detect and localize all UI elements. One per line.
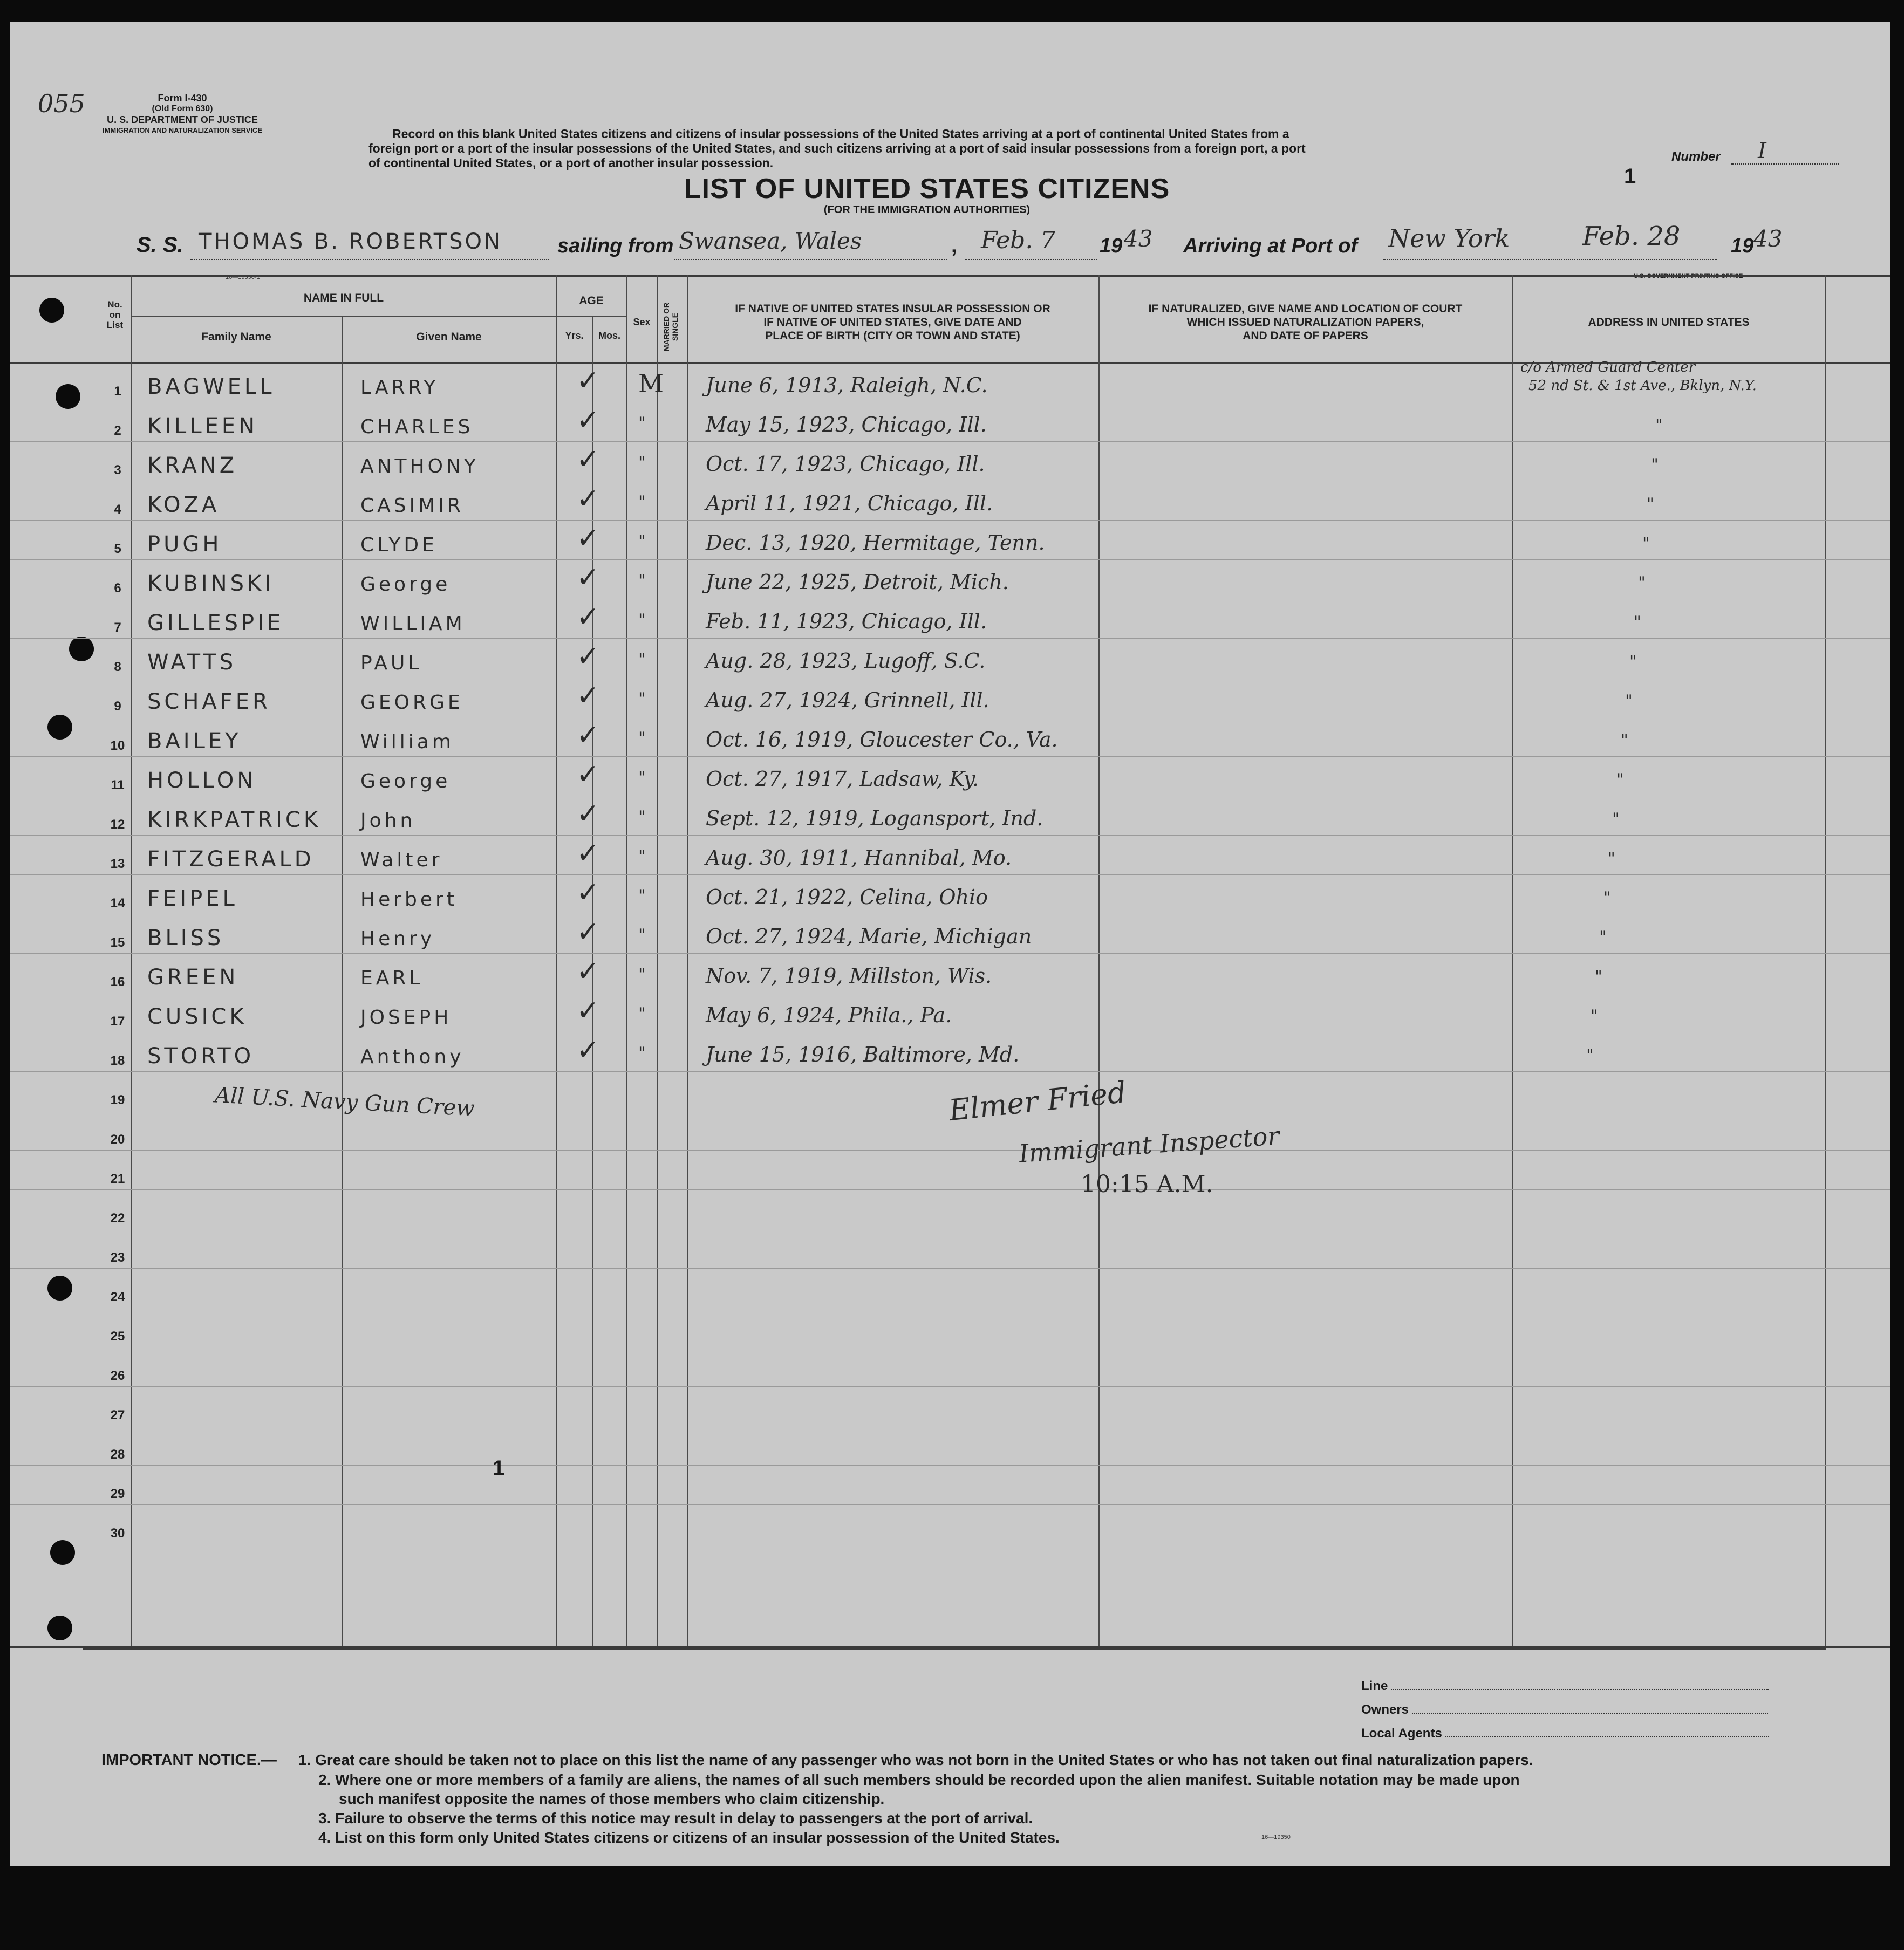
sex-value: ": [638, 965, 646, 984]
row-number: 13: [110, 857, 125, 871]
birth-info: Feb. 11, 1923, Chicago, Ill.: [706, 610, 987, 633]
age-check-mark: ✓: [576, 758, 600, 791]
arrival-time: 10:15 A.M.: [1081, 1171, 1213, 1198]
family-name: CUSICK: [147, 1004, 247, 1029]
birth-info: Sept. 12, 1919, Logansport, Ind.: [706, 806, 1043, 830]
age-check-mark: ✓: [576, 877, 600, 909]
crew-note: All U.S. Navy Gun Crew: [214, 1083, 475, 1121]
address-ditto: ": [1612, 810, 1620, 829]
manifest-sheet: 055 Form I-430 (Old Form 630) U. S. DEPARTMENT OF JUSTICE IMMIGRATION AND NATURALIZATION SERVICE Record on this blank United States citizens and citizens of insular possessions of the United States arriving at a port of continental United States from a foreign port or a port of the insular possessions of the United States, and such citizens arriving at a port of said insular possessions from a foreign port, a port of continental United States, or a port of another insular possession. Number I 1 LIST OF UNITED STATES CITIZENS (FOR THE IMMIGRATION AUTHORITIES) S. S. THOMAS B. ROBERTSON sailing from Swansea, Wales , Feb. 7 19 43 Arriving at Port of New York Feb. 28 19 43 16—19350-1 U.S. GOVERNMENT PRINTING OFFICE No. on List NAME IN FULL Family Name Given Name AGE Yrs. Mos. Sex MARRIED OR SINGLE IF NATIVE OF UNITED STATES INSULAR POSSESSION OR IF NATIVE OF UNITED STATES, GIVE DATE AND PLACE OF BIRTH (CITY OR TOWN AND STATE) IF NATURALIZED, GIVE NAME AND LOCATION OF COURT WHICH ISSUED NATURALIZATION PAPERS, AND DATE OF PAPERS ADDRESS IN UNITED STATES 1 2 3 4 5 6 7 8 9 10 11 12 13 14 15 16 17 18 19 20 21 22 23 24 25 26 27 28 29 30 BAGWELL LARRY ✓ M June 6, 1913, Raleigh, N.C. c/o Armed Guard Center 52 nd St. & 1st Ave., Bklyn, N.Y. KILLEEN CHARLES ✓ " May 15, 1923, Chicago, Ill. " KRANZ ANTHONY ✓ " Oct. 17, 1923, Chicago, Ill. " KOZA CASIMIR ✓ " April 11, 1921, Chicago, Ill. " PUGH CLYDE ✓ " Dec. 13, 1920, Hermitage, Tenn. " KUBINSKI George ✓ " June 22, 1925, Detroit, Mich. " GILLESPIE WILLIAM ✓ " Feb. 11, 1923, Chicago, Ill. " WATTS PAUL ✓ " Aug. 28, 1923, Lugoff, S.C. " SCHAFER GEORGE ✓ " Aug. 27, 1924, Grinnell, Ill. " BAILEY William ✓ " Oct. 16, 1919, Gloucester Co., Va. " HOLLON George ✓ " Oct. 27, 1917, Ladsaw, Ky. " KIRKPATRICK John ✓ " Sept. 12, 1919, Logansport, Ind. " FITZGERALD Walter ✓ " Aug. 30, 1911, Hannibal, Mo. " FEIPEL Herbert ✓ " Oct. 21, 1922, Celina, Ohio " BLISS Henry ✓ " Oct. 27, 1924, Marie, Michigan " GREEN EARL ✓ " Nov. 7, 1919, Millston, Wis. " CUSICK JOSEPH ✓ " May 6, 1924, Phila., Pa. " STORTO Anthony ✓ " June 15, 1916, Baltimore, Md. " All U.S. Navy Gun Crew Elmer Fried Immigrant Inspector 10:15 A.M. 1 Line Owners Local Agents IMPORTANT NOTICE.— 1. Great care should be taken not to place on this list the name of any passenger who was not born in the United States or who has not taken out final naturalization papers. 2. Where one or more members of a family are aliens, the names of all such members should be recorded upon the alien manifest. Suitable notation may be made upon such manifest opposite the names of those members who claim citizenship. 3. Failure to observe the terms of this notice may result in delay to passengers at the port of arrival. 4. List on this form only United States citizens or citizens of an insular possession of the United States. 16—19350: [10, 22, 1890, 1866]
birth-info: June 6, 1913, Raleigh, N.C.: [706, 373, 988, 397]
address-ditto: ": [1629, 652, 1637, 671]
sailing-label: sailing from: [557, 235, 674, 257]
row-rule: [10, 874, 1890, 875]
bottom-code: 16—19350: [1261, 1834, 1291, 1840]
birth-info: Aug. 30, 1911, Hannibal, Mo.: [706, 846, 1012, 870]
row-number: 6: [114, 581, 121, 596]
page-subtitle: (FOR THE IMMIGRATION AUTHORITIES): [823, 204, 1031, 216]
form-department: U. S. DEPARTMENT OF JUSTICE: [107, 114, 258, 125]
age-check-mark: ✓: [576, 365, 600, 397]
birth-info: Oct. 17, 1923, Chicago, Ill.: [706, 452, 985, 476]
row-number: 14: [110, 896, 125, 911]
given-name: CASIMIR: [360, 495, 464, 517]
sex-value: ": [638, 768, 646, 787]
intro-line: of continental United States, or a port of another insular possession.: [368, 156, 774, 170]
row-rule: [10, 1071, 1890, 1072]
age-check-mark: ✓: [576, 955, 600, 988]
row-rule: [10, 1268, 1890, 1269]
number-label: Number: [1671, 149, 1721, 164]
arrival-date: Feb. 28: [1582, 221, 1681, 251]
address-ditto: ": [1634, 613, 1641, 632]
age-check-mark: ✓: [576, 443, 600, 476]
row-rule: [10, 638, 1890, 639]
row-rule: [10, 1504, 1890, 1505]
row-number: 23: [110, 1250, 125, 1265]
given-name: GEORGE: [360, 692, 463, 714]
row-number: 10: [110, 738, 125, 753]
age-check-mark: ✓: [576, 640, 600, 673]
row-rule: [10, 1386, 1890, 1387]
address-ditto: ": [1655, 416, 1663, 435]
given-name: George: [360, 573, 451, 596]
row-rule: [10, 756, 1890, 757]
page-title: LIST OF UNITED STATES CITIZENS: [684, 173, 1170, 204]
sex-value: ": [638, 886, 646, 905]
age-check-mark: ✓: [576, 522, 600, 555]
table-frame: [83, 275, 1826, 1650]
sex-value: ": [638, 926, 646, 945]
local-agents-field: Local Agents: [1361, 1726, 1798, 1741]
given-name: William: [360, 731, 454, 753]
row-number: 21: [110, 1172, 125, 1186]
ship-name: THOMAS B. ROBERTSON: [199, 229, 502, 254]
row-number: 7: [114, 620, 121, 635]
notice-item: 2. Where one or more members of a family are aliens, the names of all such members should be recorded upon the alien manifest. Suitable notation may be made upon: [318, 1771, 1520, 1788]
departure-year: 43: [1124, 225, 1153, 252]
header-given-name: Given Name: [416, 331, 482, 343]
header-sex: Sex: [633, 317, 651, 327]
given-name: PAUL: [360, 652, 422, 674]
row-number: 25: [110, 1329, 125, 1344]
family-name: KIRKPATRICK: [147, 808, 322, 832]
birth-info: Aug. 28, 1923, Lugoff, S.C.: [706, 649, 986, 673]
family-name: GILLESPIE: [147, 611, 284, 635]
family-name: BLISS: [147, 926, 224, 950]
ss-label: S. S.: [137, 233, 183, 257]
family-name: BAILEY: [147, 729, 242, 754]
row-number: 9: [114, 699, 121, 714]
sex-value: ": [638, 414, 646, 433]
address-ditto: ": [1616, 770, 1624, 789]
age-check-mark: ✓: [576, 837, 600, 870]
address-ditto: ": [1642, 534, 1650, 553]
row-number: 16: [110, 975, 125, 989]
address-ditto: ": [1595, 967, 1602, 986]
given-name: LARRY: [360, 377, 439, 399]
intro-line: Record on this blank United States citizens and citizens of insular possessions of the United States arriving at a port of continental United States from a: [392, 127, 1289, 141]
row-number: 5: [114, 542, 121, 556]
row-number: 27: [110, 1408, 125, 1422]
form-code: 16—19350-1: [226, 274, 260, 280]
notice-item: 3. Failure to observe the terms of this notice may result in delay to passengers at the port of arrival.: [318, 1810, 1033, 1826]
family-name: FITZGERALD: [147, 847, 315, 872]
row-rule: [10, 1465, 1890, 1466]
birth-info: Oct. 27, 1924, Marie, Michigan: [706, 925, 1032, 948]
binder-hole: [39, 298, 64, 323]
row-number: 22: [110, 1211, 125, 1226]
family-name: KOZA: [147, 492, 220, 517]
row-rule: [10, 835, 1890, 836]
form-id-block: [91, 93, 274, 136]
arriving-label: Arriving at Port of: [1183, 235, 1358, 257]
address-line: 52 nd St. & 1st Ave., Bklyn, N.Y.: [1528, 378, 1757, 394]
departure-date: Feb. 7: [981, 227, 1056, 254]
arrival-year: 43: [1753, 225, 1783, 252]
address-ditto: ": [1625, 692, 1633, 710]
given-name: WILLIAM: [360, 613, 466, 635]
address-ditto: ": [1651, 455, 1659, 474]
row-number: 18: [110, 1053, 125, 1068]
binder-hole: [47, 1276, 72, 1301]
address-ditto: ": [1608, 849, 1615, 868]
sheet-number: 1: [1624, 165, 1636, 188]
row-number: 28: [110, 1447, 125, 1462]
age-check-mark: ✓: [576, 1034, 600, 1066]
row-number: 3: [114, 463, 121, 477]
form-old-number: (Old Form 630): [152, 104, 213, 113]
family-name: BAGWELL: [147, 374, 275, 399]
birth-info: June 22, 1925, Detroit, Mich.: [706, 570, 1009, 594]
age-check-mark: ✓: [576, 601, 600, 633]
given-name: Henry: [360, 928, 435, 950]
row-number: 26: [110, 1369, 125, 1383]
header-address: ADDRESS IN UNITED STATES: [1588, 316, 1750, 329]
row-rule: [10, 953, 1890, 954]
birth-info: Dec. 13, 1920, Hermitage, Tenn.: [706, 531, 1045, 555]
row-number: 19: [110, 1093, 125, 1107]
birth-info: Oct. 27, 1917, Ladsaw, Ky.: [706, 767, 979, 791]
header-yrs: Yrs.: [565, 330, 584, 341]
row-number: 11: [111, 778, 125, 792]
row-number: 15: [110, 935, 125, 950]
binder-hole: [50, 1540, 75, 1565]
sex-value: ": [638, 571, 646, 590]
given-name: Walter: [360, 849, 443, 871]
form-number: Form I-430: [158, 93, 207, 104]
row-number: 30: [110, 1526, 125, 1541]
sex-value: ": [638, 808, 646, 826]
sex-value: ": [638, 611, 646, 630]
birth-info: April 11, 1921, Chicago, Ill.: [706, 491, 993, 515]
address-ditto: ": [1621, 731, 1628, 750]
header-naturalization: IF NATURALIZED, GIVE NAME AND LOCATION OF COURT WHICH ISSUED NATURALIZATION PAPERS, AND DATE OF PAPERS: [1148, 303, 1463, 342]
sex-value: ": [638, 1004, 646, 1023]
age-check-mark: ✓: [576, 798, 600, 830]
age-check-mark: ✓: [576, 562, 600, 594]
binder-hole: [56, 384, 80, 409]
row-number: 29: [110, 1487, 125, 1501]
age-check-mark: ✓: [576, 680, 600, 712]
margin-mark: 055: [38, 89, 85, 118]
given-name: ANTHONY: [360, 455, 479, 477]
header-name-in-full: NAME IN FULL: [303, 292, 384, 304]
given-name: Anthony: [360, 1046, 465, 1068]
address-line: c/o Armed Guard Center: [1520, 359, 1696, 375]
intro-line: foreign port or a port of the insular possessions of the United States, and such citizens arriving at a port of said insular possessions from a foreign port, a port: [368, 141, 1306, 155]
address-ditto: ": [1599, 928, 1607, 947]
address-ditto: ": [1647, 495, 1654, 514]
birth-info: May 15, 1923, Chicago, Ill.: [706, 413, 987, 436]
family-name: KUBINSKI: [147, 571, 275, 596]
notice-item: 4. List on this form only United States citizens or citizens of an insular possession of the United States.: [318, 1829, 1060, 1846]
binder-hole: [47, 1616, 72, 1640]
birth-info: June 15, 1916, Baltimore, Md.: [706, 1043, 1020, 1066]
family-name: SCHAFER: [147, 689, 271, 714]
row-rule: [10, 1189, 1890, 1190]
page-mark: 1: [493, 1456, 505, 1480]
departure-port: Swansea, Wales: [679, 228, 862, 254]
header-birth-info: IF NATIVE OF UNITED STATES INSULAR POSSESSION OR IF NATIVE OF UNITED STATES, GIVE DATE AND PLACE OF BIRTH (CITY OR TOWN AND STATE): [735, 303, 1050, 342]
number-value: I: [1758, 139, 1766, 163]
family-name: FEIPEL: [147, 886, 238, 911]
number-field: [1671, 139, 1839, 165]
address-ditto: ": [1586, 1046, 1594, 1065]
row-rule: [10, 441, 1890, 442]
family-name: WATTS: [147, 650, 237, 675]
row-number: 1: [114, 384, 121, 399]
row-rule: [10, 1150, 1890, 1151]
family-name: STORTO: [147, 1044, 255, 1069]
arrival-port: New York: [1388, 224, 1510, 253]
sex-value: ": [638, 689, 646, 708]
sex-value: ": [638, 532, 646, 551]
address-ditto: ": [1603, 888, 1611, 907]
row-number: 2: [114, 423, 121, 438]
sex-value: ": [638, 847, 646, 866]
intro-text: [368, 127, 1306, 170]
sex-value: ": [638, 492, 646, 511]
given-name: JOSEPH: [360, 1007, 452, 1029]
header-mos: Mos.: [598, 330, 620, 341]
birth-info: Oct. 16, 1919, Gloucester Co., Va.: [706, 728, 1058, 751]
binder-hole: [47, 715, 72, 740]
birth-info: Oct. 21, 1922, Celina, Ohio: [706, 885, 988, 909]
age-check-mark: ✓: [576, 404, 600, 436]
row-number: 8: [114, 660, 121, 674]
printer-line: U.S. GOVERNMENT PRINTING OFFICE: [1634, 273, 1743, 279]
age-check-mark: ✓: [576, 483, 600, 515]
notice-item: such manifest opposite the names of those members who claim citizenship.: [339, 1790, 885, 1807]
line-field: Line: [1361, 1679, 1798, 1694]
family-name: PUGH: [147, 532, 222, 557]
given-name: CLYDE: [360, 534, 438, 556]
address-ditto: ": [1591, 1007, 1598, 1025]
sex-value: ": [638, 1044, 646, 1063]
row-rule: [10, 559, 1890, 560]
age-check-mark: ✓: [576, 995, 600, 1027]
sex-value: M: [638, 369, 664, 398]
age-check-mark: ✓: [576, 719, 600, 751]
row-number: 12: [110, 817, 125, 832]
form-service: IMMIGRATION AND NATURALIZATION SERVICE: [102, 126, 263, 134]
family-name: KRANZ: [147, 453, 238, 478]
notice-item: 1. Great care should be taken not to place on this list the name of any passenger who was not born in the United States or who has not taken out final naturalization papers.: [298, 1751, 1533, 1768]
family-name: KILLEEN: [147, 414, 258, 439]
family-name: HOLLON: [147, 768, 257, 793]
header-no-on-list: No. on List: [106, 299, 124, 330]
header-age: AGE: [579, 295, 604, 307]
inspector-signature: Elmer Fried: [947, 1075, 1128, 1128]
row-number: 20: [110, 1132, 125, 1147]
depart-year-prefix: 19: [1100, 235, 1123, 257]
address-ditto: ": [1638, 573, 1646, 592]
notice-heading: IMPORTANT NOTICE.—: [101, 1751, 277, 1769]
family-name: GREEN: [147, 965, 239, 990]
birth-info: Aug. 27, 1924, Grinnell, Ill.: [706, 688, 989, 712]
arrive-year-prefix: 19: [1731, 235, 1754, 257]
given-name: Herbert: [360, 888, 458, 911]
age-check-mark: ✓: [576, 916, 600, 948]
sex-value: ": [638, 453, 646, 472]
row-number: 17: [110, 1014, 125, 1029]
sex-value: ": [638, 729, 646, 748]
row-rule: [10, 520, 1890, 521]
row-number: 24: [110, 1290, 125, 1304]
header-married-single: MARRIED OR SINGLE: [662, 302, 679, 352]
header-family-name: Family Name: [201, 331, 271, 343]
owners-field: Owners: [1361, 1702, 1798, 1718]
birth-info: May 6, 1924, Phila., Pa.: [706, 1003, 952, 1027]
given-name: EARL: [360, 967, 424, 989]
given-name: George: [360, 770, 451, 792]
birth-info: Nov. 7, 1919, Millston, Wis.: [706, 964, 992, 988]
given-name: CHARLES: [360, 416, 474, 438]
row-number: 4: [114, 502, 121, 517]
inspector-title: Immigrant Inspector: [1018, 1121, 1281, 1168]
sex-value: ": [638, 650, 646, 669]
given-name: John: [360, 810, 416, 832]
